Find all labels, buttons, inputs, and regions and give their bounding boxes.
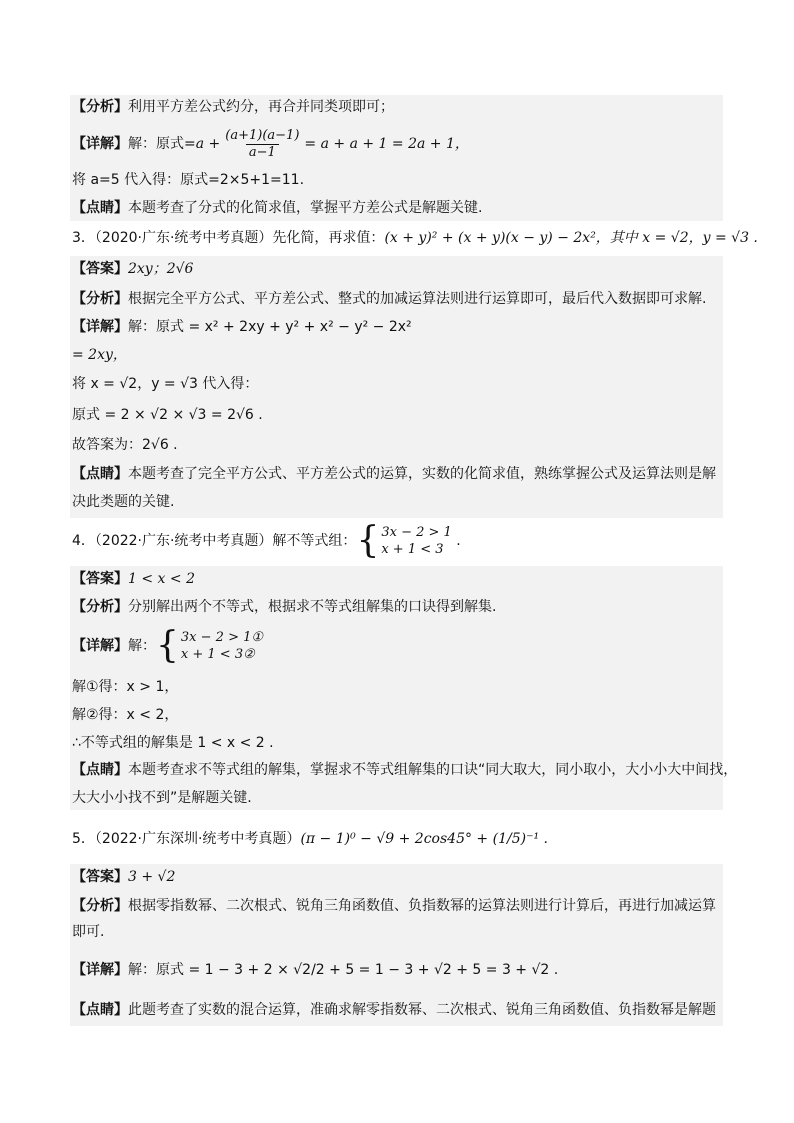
analysis-line: 【分析】根据零指数幂、二次根式、锐角三角函数值、负指数幂的运算法则进行计算后，再进行加减运算 bbox=[72, 898, 716, 914]
fraction: $\frac{(a+1)(a-1)}{a-1}$ bbox=[225, 127, 300, 160]
math-a: a bbox=[195, 136, 205, 152]
detail-line: 【详解】解：原式 = x² + 2xy + y² + x² − y² − 2x² bbox=[72, 319, 412, 335]
remark-line: 【点睛】本题考查求不等式组的解集，掌握求不等式组解集的口诀“同大取大，同小取小，大小小大中间找， bbox=[72, 762, 738, 778]
analysis-line: 【分析】根据完全平方公式、平方差公式、整式的加减运算法则进行运算即可，最后代入数据即可求解. bbox=[72, 291, 707, 307]
detail-line: 【详解】 解： { 3x − 2 > 1① x + 1 < 3② bbox=[72, 625, 264, 666]
inequality-system: { 3x − 2 > 1 x + 1 < 3 bbox=[356, 520, 452, 561]
step-line: ∴不等式组的解集是 1 < x < 2 . bbox=[72, 735, 274, 751]
question-4-title: 4．（2022·广东·统考中考真题）解不等式组： { 3x − 2 > 1 x + 1 < 3 . bbox=[72, 520, 461, 561]
answer-line: 【答案】3 + √2 bbox=[72, 869, 176, 885]
analysis-line: 【分析】利用平方差公式约分，再合并同类项即可； bbox=[72, 99, 394, 115]
detail-line: 【详解】 解：原式= a + $\frac{(a+1)(a-1)}{a-1}$ = a + a + 1 = 2a + 1， bbox=[72, 127, 469, 160]
analysis-line: 【分析】分别解出两个不等式，根据求不等式组解集的口诀得到解集. bbox=[72, 599, 497, 615]
step-line: 原式 = 2 × √2 × √3 = 2√6 . bbox=[72, 407, 263, 423]
remark-line: 【点睛】本题考查了分式的化简求值，掌握平方差公式是解题关键. bbox=[72, 200, 483, 216]
remark-line-cont: 大大小小找不到”是解题关键. bbox=[72, 790, 252, 806]
step-line: 故答案为：2√6 . bbox=[72, 437, 178, 453]
question-5-title: 5．（2022·广东深圳·统考中考真题） (π − 1)⁰ − √9 + 2cos45° + (1/5)⁻¹ . bbox=[72, 831, 548, 847]
detail-line: 【详解】解：原式 = 1 − 3 + 2 × √2/2 + 5 = 1 − 3 + √2 + 5 = 3 + √2 . bbox=[72, 962, 559, 978]
answer-line: 【答案】2xy；2√6 bbox=[72, 261, 194, 277]
step-line: 解②得：x < 2， bbox=[72, 707, 179, 723]
step-line: = 2xy， bbox=[72, 347, 127, 363]
answer-line: 【答案】1 < x < 2 bbox=[72, 571, 195, 587]
remark-line-cont: 决此类题的关键. bbox=[72, 494, 175, 510]
step-line: 解①得：x > 1， bbox=[72, 679, 179, 695]
substitute-line: 将 a=5 代入得：原式=2×5+1=11. bbox=[72, 172, 305, 188]
analysis-line-cont: 即可. bbox=[72, 924, 105, 940]
inequality-system: { 3x − 2 > 1① x + 1 < 3② bbox=[156, 625, 264, 666]
remark-line: 【点睛】此题考查了实数的混合运算，准确求解零指数幂、二次根式、锐角三角函数值、负指数幂是解题 bbox=[72, 1002, 716, 1018]
remark-line: 【点睛】本题考查了完全平方公式、平方差公式的运算，实数的化简求值，熟练掌握公式及运算法则是解 bbox=[72, 466, 716, 482]
step-line: 将 x = √2，y = √3 代入得： bbox=[72, 376, 259, 392]
question-3-title: 3．（2020·广东·统考中考真题）先化简，再求值：(x + y)² + (x + y)(x − y) − 2x²，其中 x = √2，y = √3 . bbox=[72, 230, 758, 246]
